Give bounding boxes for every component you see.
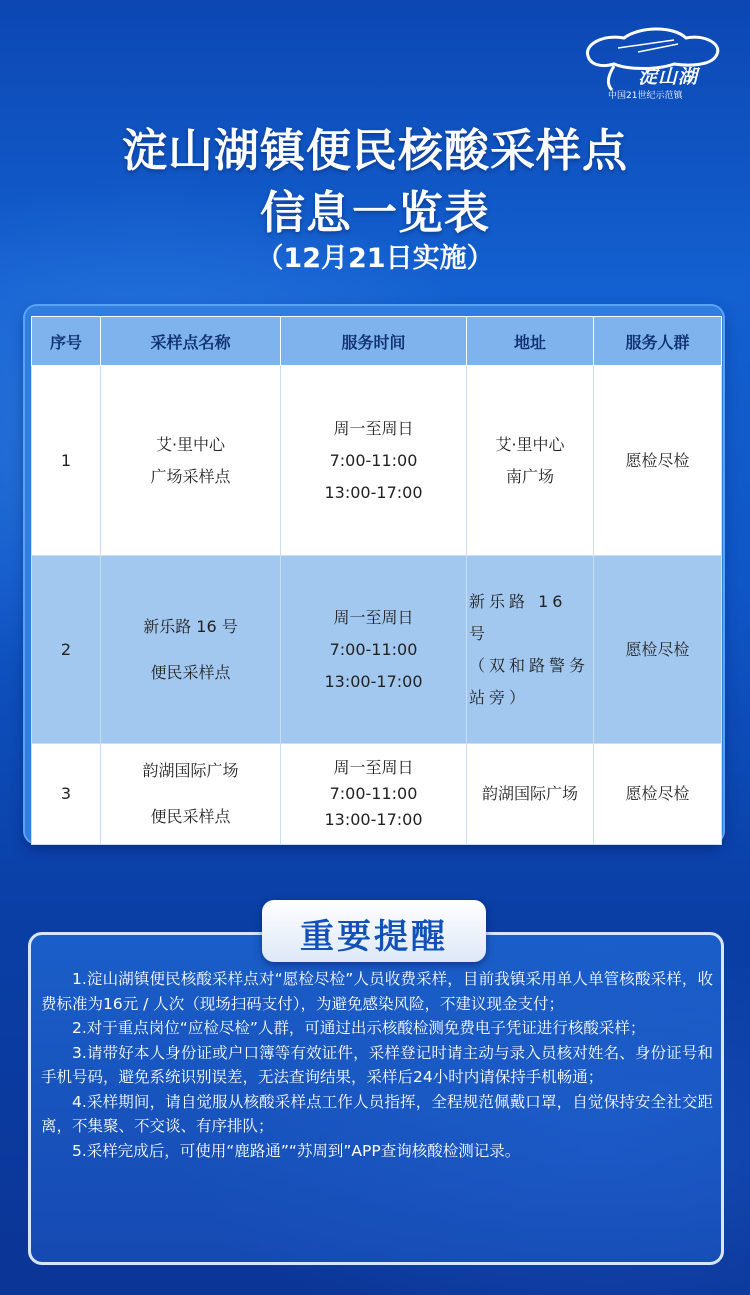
notice-heading: 重要提醒 xyxy=(300,917,448,957)
notice-item: 3.请带好本人身份证或户口簿等有效证件，采样登记时请主动与录入员核对姓名、身份证号和手机号码，避免系统识别误差，无法查询结果，采样后24小时内请保持手机畅通； xyxy=(41,1043,713,1086)
site-address xyxy=(467,366,594,556)
service-time xyxy=(281,366,467,556)
town-logo xyxy=(578,22,728,108)
site-name-line: 广场采样点 xyxy=(150,466,231,486)
site-name xyxy=(101,744,281,845)
site-name-line: 韵湖国际广场 xyxy=(142,761,239,780)
notice-item: 5.采样完成后，可使用“鹿路通”“苏周到”APP查询核酸检测记录。 xyxy=(72,1141,521,1160)
address-line: 新乐路 16 号 xyxy=(469,591,567,643)
site-name-line: 便民采样点 xyxy=(150,807,231,826)
site-name-line: 新乐路 16 号 xyxy=(143,616,238,636)
address-line: 韵湖国际广场 xyxy=(481,784,578,803)
header-index: 序号 xyxy=(32,317,101,366)
service-time xyxy=(281,556,467,744)
row-index: 3 xyxy=(32,744,101,845)
site-address xyxy=(467,744,594,845)
service-time xyxy=(281,744,467,845)
logo-brand-text: 淀山湖 xyxy=(638,66,699,88)
site-name-line: 艾·里中心 xyxy=(155,434,226,454)
notice-item: 1.淀山湖镇便民核酸采样点对“愿检尽检”人员收费采样，目前我镇采用单人单管核酸采样，收费标准为16元 / 人次（现场扫码支付），为避免感染风险，不建议现金支付； xyxy=(41,970,713,1013)
service-people: 愿检尽检 xyxy=(594,556,722,744)
service-days: 周一至周日 xyxy=(333,418,414,438)
service-days: 周一至周日 xyxy=(333,758,414,777)
site-name-line: 便民采样点 xyxy=(150,662,231,682)
address-line: （双和路警务 xyxy=(469,655,590,675)
notice-heading-badge xyxy=(262,900,486,962)
service-people: 愿检尽检 xyxy=(594,366,722,556)
sampling-sites-table xyxy=(31,316,722,845)
header-site-name: 采样点名称 xyxy=(101,317,281,366)
effective-date-subtitle: （12月21日实施） xyxy=(256,243,494,274)
logo-slogan: 中国21世纪示范镇 xyxy=(608,91,683,101)
morning-hours: 7:00-11:00 xyxy=(329,639,418,659)
table-header-row xyxy=(32,317,722,366)
table-row xyxy=(32,744,722,845)
afternoon-hours: 13:00-17:00 xyxy=(324,810,423,829)
table-row xyxy=(32,366,722,556)
afternoon-hours: 13:00-17:00 xyxy=(324,671,423,691)
header-address: 地址 xyxy=(467,317,594,366)
morning-hours: 7:00-11:00 xyxy=(329,450,418,470)
morning-hours: 7:00-11:00 xyxy=(329,784,418,803)
notice-item: 2.对于重点岗位“应检尽检”人群，可通过出示核酸检测免费电子凭证进行核酸采样； xyxy=(72,1019,646,1037)
header-service-time: 服务时间 xyxy=(281,317,467,366)
site-name xyxy=(101,556,281,744)
address-line: 南广场 xyxy=(505,466,554,486)
page-title: 淀山湖镇便民核酸采样点 xyxy=(121,124,628,177)
row-index: 2 xyxy=(32,556,101,744)
notice-item: 4.采样期间，请自觉服从核酸采样点工作人员指挥，全程规范佩戴口罩，自觉保持安全社交距离，不集聚、不交谈、有序排队； xyxy=(41,1092,713,1135)
afternoon-hours: 13:00-17:00 xyxy=(324,482,423,502)
header-service-people: 服务人群 xyxy=(594,317,722,366)
service-people: 愿检尽检 xyxy=(594,744,722,845)
page-title-line-2: 信息一览表 xyxy=(259,186,490,239)
service-days: 周一至周日 xyxy=(333,607,414,627)
site-name xyxy=(101,366,281,556)
address-line: 站旁） xyxy=(469,687,530,707)
notice-content xyxy=(41,967,713,1163)
row-index: 1 xyxy=(32,366,101,556)
site-address xyxy=(467,556,594,744)
address-line: 艾·里中心 xyxy=(495,434,565,454)
table-row xyxy=(32,556,722,744)
